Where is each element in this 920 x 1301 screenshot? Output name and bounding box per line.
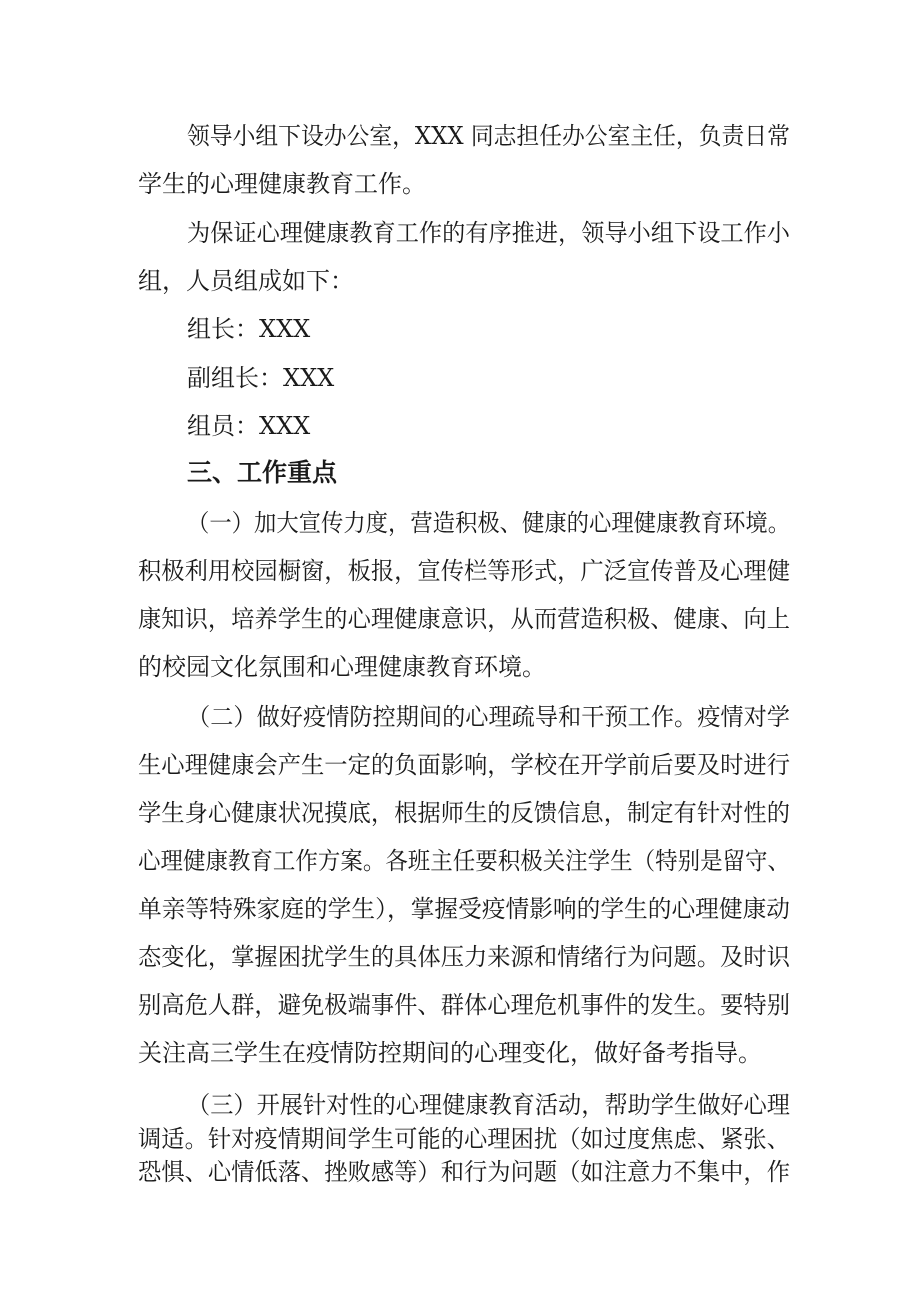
- member-deputy: 副组长：XXX: [187, 364, 335, 392]
- item1-line-1: （一）加大宣传力度，营造积极、健康的心理健康教育环境。: [187, 509, 791, 537]
- item2-line-1: （二）做好疫情防控期间的心理疏导和干预工作。疫情对学: [187, 703, 790, 731]
- item2-line-3: 学生身心健康状况摸底，根据师生的反馈信息，制定有针对性的: [138, 799, 790, 827]
- paragraph-office-line-1: 领导小组下设办公室，XXX 同志担任办公室主任，负责日常: [187, 122, 790, 150]
- section-heading: 三、工作重点: [187, 458, 338, 487]
- paragraph-workgroup-line-2: 组，人员组成如下：: [138, 267, 354, 295]
- item2-line-5: 单亲等特殊家庭的学生），掌握受疫情影响的学生的心理健康动: [138, 895, 791, 923]
- item1-line-4: 的校园文化氛围和心理健康教育环境。: [138, 653, 546, 681]
- item3-line-3: 恐惧、心情低落、挫败感等）和行为问题（如注意力不集中，作: [138, 1158, 790, 1186]
- item2-line-6: 态变化，掌握困扰学生的具体压力来源和情绪行为问题。及时识: [138, 943, 790, 971]
- item2-line-2: 生心理健康会产生一定的负面影响，学校在开学前后要及时进行: [138, 751, 790, 779]
- item3-line-2: 调适。针对疫情期间学生可能的心理困扰（如过度焦虑、紧张、: [138, 1125, 790, 1153]
- member-staff: 组员：XXX: [187, 412, 311, 440]
- paragraph-workgroup-line-1: 为保证心理健康教育工作的有序推进，领导小组下设工作小: [187, 219, 790, 247]
- item1-line-3: 康知识，培养学生的心理健康意识，从而营造积极、健康、向上: [138, 605, 790, 633]
- item2-line-4: 心理健康教育工作方案。各班主任要积极关注学生（特别是留守、: [138, 847, 791, 875]
- member-leader: 组长：XXX: [187, 315, 311, 343]
- item2-line-7: 别高危人群，避免极端事件、群体心理危机事件的发生。要特别: [138, 991, 790, 1019]
- item1-line-2: 积极利用校园橱窗，板报，宣传栏等形式，广泛宣传普及心理健: [138, 557, 790, 585]
- paragraph-office-line-2: 学生的心理健康教育工作。: [138, 170, 426, 198]
- item2-line-8: 关注高三学生在疫情防控期间的心理变化，做好备考指导。: [138, 1039, 762, 1067]
- item3-line-1: （三）开展针对性的心理健康教育活动，帮助学生做好心理: [187, 1091, 790, 1119]
